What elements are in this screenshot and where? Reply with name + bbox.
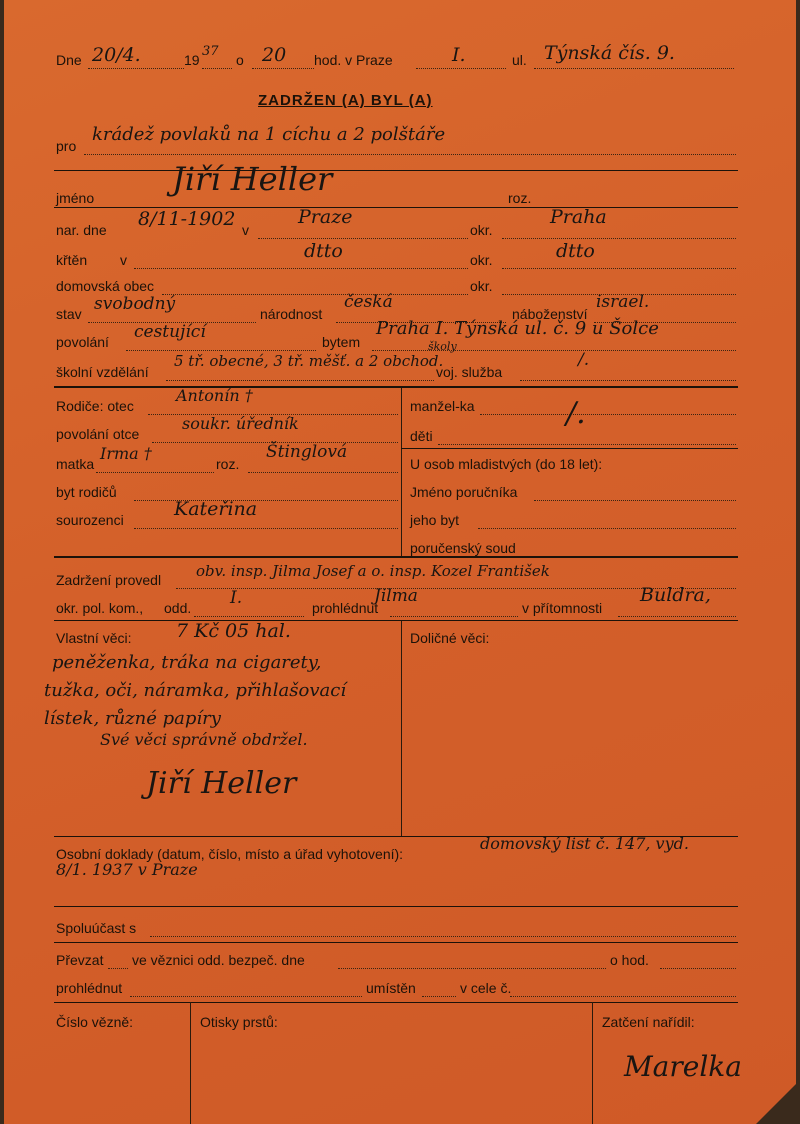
documents-value-2: 8/1. 1937 v Praze [56, 860, 198, 879]
roz-label: roz. [508, 190, 532, 206]
transfer-hod-label: o hod. [610, 952, 649, 968]
nar-place: Praze [298, 206, 353, 228]
bytem-label: bytem [322, 334, 361, 350]
narodnost-value: česká [344, 292, 393, 312]
torn-corner [756, 1084, 796, 1124]
okr-value-2: dtto [556, 240, 595, 262]
jmeno-value: Jiří Heller [172, 160, 333, 198]
sourozenci-label: sourozenci [56, 512, 124, 528]
belongings-line-2: tužka, oči, náramka, přihlašovací [44, 680, 347, 701]
okr-value-1: Praha [550, 206, 607, 228]
form-title: ZADRŽEN (A) BYL (A) [258, 92, 433, 109]
skolni-value: 5 tř. obecné, 3 tř. měšť. a 2 obchod. [174, 352, 444, 370]
documents-label: Osobní doklady (datum, číslo, místo a úřad vyhotovení): [56, 846, 404, 862]
belongings-note: Své věci správně obdržel. [100, 730, 308, 749]
okr-pol-kom-label: okr. pol. kom., [56, 600, 144, 616]
nar-v-label: v [242, 222, 249, 238]
odd-label: odd. [164, 600, 192, 616]
narodnost-label: národnost [260, 306, 323, 322]
zatceni-signature: Marelka [624, 1050, 742, 1083]
dolicne-label: Doličné věci: [410, 630, 490, 646]
belongings-line-1: peněženka, tráka na cigarety, [52, 652, 322, 673]
pro-value: krádež povlaků na 1 cíchu a 2 polštáře [92, 124, 446, 145]
povolani-otce-value: soukr. úředník [182, 414, 299, 433]
okr-label-1: okr. [470, 222, 493, 238]
pritomnosti-value: Buldra, [640, 584, 711, 606]
cislo-vezne-label: Číslo vězně: [56, 1014, 134, 1030]
prevzat-label: Převzat [56, 952, 104, 968]
street-value: Týnská čís. 9. [544, 42, 675, 64]
okr-label-2: okr. [470, 252, 493, 268]
district-value: I. [452, 44, 466, 66]
nar-value: 8/11-1902 [138, 208, 236, 230]
year-prefix: 19 [184, 52, 200, 68]
nar-label: nar. dne [56, 222, 107, 238]
manzel-label: manžel-ka [410, 398, 475, 414]
odd-value: I. [230, 588, 243, 608]
hour-value: 20 [262, 44, 287, 66]
vlastni-value: 7 Kč 05 hal. [176, 620, 291, 642]
jeho-byt-label: jeho byt [410, 512, 460, 528]
deti-label: děti [410, 428, 433, 444]
belongings-line-3: lístek, různé papíry [44, 708, 221, 729]
krten-value: dtto [304, 240, 343, 262]
spoluucast-label: Spoluúčast s [56, 920, 137, 936]
sourozenci-value: Kateřina [174, 498, 258, 520]
zatceni-label: Zatčení nařídil: [602, 1014, 695, 1030]
transfer-prohlednut-label: prohlédnut [56, 980, 123, 996]
provedl-value: obv. insp. Jilma Josef a o. insp. Kozel František [196, 562, 550, 580]
soud-label: poručenský soud [410, 540, 516, 556]
povolani-value: cestující [134, 322, 206, 342]
bytem-value: Praha I. Týnská ul. č. 9 u Šolce [376, 318, 659, 339]
umisten-label: umístěn [366, 980, 416, 996]
jmeno-label: jméno [56, 190, 95, 206]
year-value: 37 [202, 44, 219, 59]
provedl-label: Zadržení provedl [56, 572, 162, 588]
otisky-label: Otisky prstů: [200, 1014, 278, 1030]
dne-label: Dne [56, 52, 82, 68]
prohlednut-value: Jilma [374, 586, 418, 606]
hod-label: hod. v Praze [314, 52, 393, 68]
pritomnosti-label: v přítomnosti [522, 600, 603, 616]
rodice-label: Rodiče: otec [56, 398, 134, 414]
domovska-label: domovská obec [56, 278, 155, 294]
byt-rodicu-label: byt rodičů [56, 484, 117, 500]
otec-value: Antonín † [176, 386, 253, 405]
documents-value-1: domovský list č. 147, vyd. [480, 834, 689, 853]
stav-value: svobodný [94, 294, 176, 314]
matka-roz-label: roz. [216, 456, 240, 472]
cele-label: v cele č. [460, 980, 512, 996]
krten-v-label: v [120, 252, 127, 268]
vlastni-label: Vlastní věci: [56, 630, 132, 646]
prisoner-signature: Jiří Heller [146, 766, 297, 801]
o-label: o [236, 52, 244, 68]
nabozenstvi-value: israel. [596, 292, 650, 312]
prohlednut-label: prohlédnut [312, 600, 379, 616]
matka-value: Irma † [100, 444, 152, 463]
stav-label: stav [56, 306, 82, 322]
krten-label: křtěn [56, 252, 88, 268]
matka-roz-value: Štinglová [266, 442, 348, 462]
skoly-value: školy [428, 340, 457, 353]
minor-title: U osob mladistvých (do 18 let): [410, 456, 603, 472]
manzel-value: /. [566, 396, 586, 431]
skolni-label: školní vzdělání [56, 364, 149, 380]
ul-label: ul. [512, 52, 527, 68]
okr-label-3: okr. [470, 278, 493, 294]
voj-value: /. [578, 350, 590, 370]
dne-value: 20/4. [92, 44, 141, 66]
arrest-form-sheet [4, 0, 796, 1124]
povolani-otce-label: povolání otce [56, 426, 140, 442]
porucnik-label: Jméno poručníka [410, 484, 518, 500]
nabozenstvi-label: náboženství [512, 306, 588, 322]
matka-label: matka [56, 456, 95, 472]
povolani-label: povolání [56, 334, 109, 350]
veznice-label: ve věznici odd. bezpeč. dne [132, 952, 305, 968]
voj-label: voj. služba [436, 364, 503, 380]
pro-label: pro [56, 138, 77, 154]
